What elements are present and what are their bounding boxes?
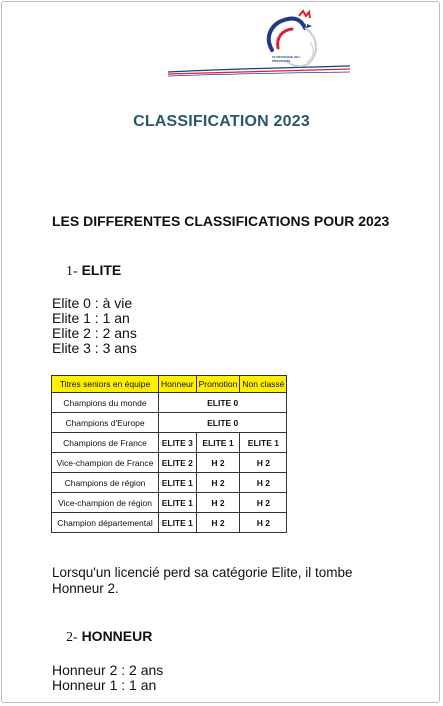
elite-line: Elite 1 : 1 an bbox=[52, 310, 130, 326]
row-title: Champions de région bbox=[52, 473, 159, 493]
cell-promotion: H 2 bbox=[196, 453, 240, 473]
elite-line: Elite 2 : 2 ans bbox=[52, 325, 137, 341]
federation-logo bbox=[160, 6, 360, 78]
cell-promotion: H 2 bbox=[196, 513, 240, 533]
honneur-line: Honneur 1 : 1 an bbox=[52, 677, 157, 693]
row-title: Vice-champion de France bbox=[52, 453, 159, 473]
section-name: HONNEUR bbox=[81, 628, 153, 644]
cell-non-classe: ELITE 1 bbox=[240, 433, 287, 453]
cell-honneur: ELITE 1 bbox=[159, 473, 197, 493]
cell-non-classe: H 2 bbox=[240, 513, 287, 533]
row-merged-value: ELITE 0 bbox=[159, 413, 287, 433]
cell-promotion: ELITE 1 bbox=[196, 433, 240, 453]
table-header: Promotion bbox=[196, 376, 240, 393]
honneur-line: Honneur 2 : 2 ans bbox=[52, 662, 164, 678]
table-row bbox=[52, 393, 287, 413]
elite-durations bbox=[52, 296, 137, 356]
cell-honneur: ELITE 1 bbox=[159, 493, 197, 513]
table-row bbox=[52, 493, 287, 513]
table-row bbox=[52, 433, 287, 453]
logo-text: FF PÉTANQUE JEU PROVENÇAL bbox=[272, 55, 300, 63]
classification-table bbox=[51, 375, 287, 533]
cell-non-classe: H 2 bbox=[240, 473, 287, 493]
section-elite-heading bbox=[66, 262, 121, 280]
table-header-row bbox=[52, 376, 287, 393]
table-header: Non classé bbox=[240, 376, 287, 393]
honneur-durations bbox=[52, 663, 163, 693]
cell-honneur: ELITE 2 bbox=[159, 453, 197, 473]
row-title: Champions du monde bbox=[52, 393, 159, 413]
section-subtitle: LES DIFFERENTES CLASSIFICATIONS POUR 2023 bbox=[52, 213, 390, 229]
elite-loss-note: Lorsqu'un licencié perd sa catégorie Elite, il tombe Honneur 2. bbox=[52, 565, 353, 596]
section-number: 1- bbox=[66, 264, 78, 279]
cell-honneur: ELITE 1 bbox=[159, 513, 197, 533]
cell-promotion: H 2 bbox=[196, 493, 240, 513]
row-merged-value: ELITE 0 bbox=[159, 393, 287, 413]
elite-line: Elite 0 : à vie bbox=[52, 295, 133, 311]
table-row bbox=[52, 513, 287, 533]
table-row bbox=[52, 453, 287, 473]
section-name: ELITE bbox=[81, 262, 122, 278]
row-title: Champion départemental bbox=[52, 513, 159, 533]
section-number: 2- bbox=[66, 630, 78, 645]
row-title: Champions de France bbox=[52, 433, 159, 453]
section-honneur-heading bbox=[66, 628, 152, 646]
row-title: Vice-champion de région bbox=[52, 493, 159, 513]
table-header: Honneur bbox=[159, 376, 197, 393]
table-row bbox=[52, 473, 287, 493]
table-row bbox=[52, 413, 287, 433]
cell-non-classe: H 2 bbox=[240, 453, 287, 473]
cell-non-classe: H 2 bbox=[240, 493, 287, 513]
cell-promotion: H 2 bbox=[196, 473, 240, 493]
page-title: CLASSIFICATION 2023 bbox=[133, 113, 310, 130]
table-header: Titres seniors en équipe bbox=[52, 376, 159, 393]
row-title: Champions d'Europe bbox=[52, 413, 159, 433]
cell-honneur: ELITE 3 bbox=[159, 433, 197, 453]
elite-line: Elite 3 : 3 ans bbox=[52, 340, 137, 356]
